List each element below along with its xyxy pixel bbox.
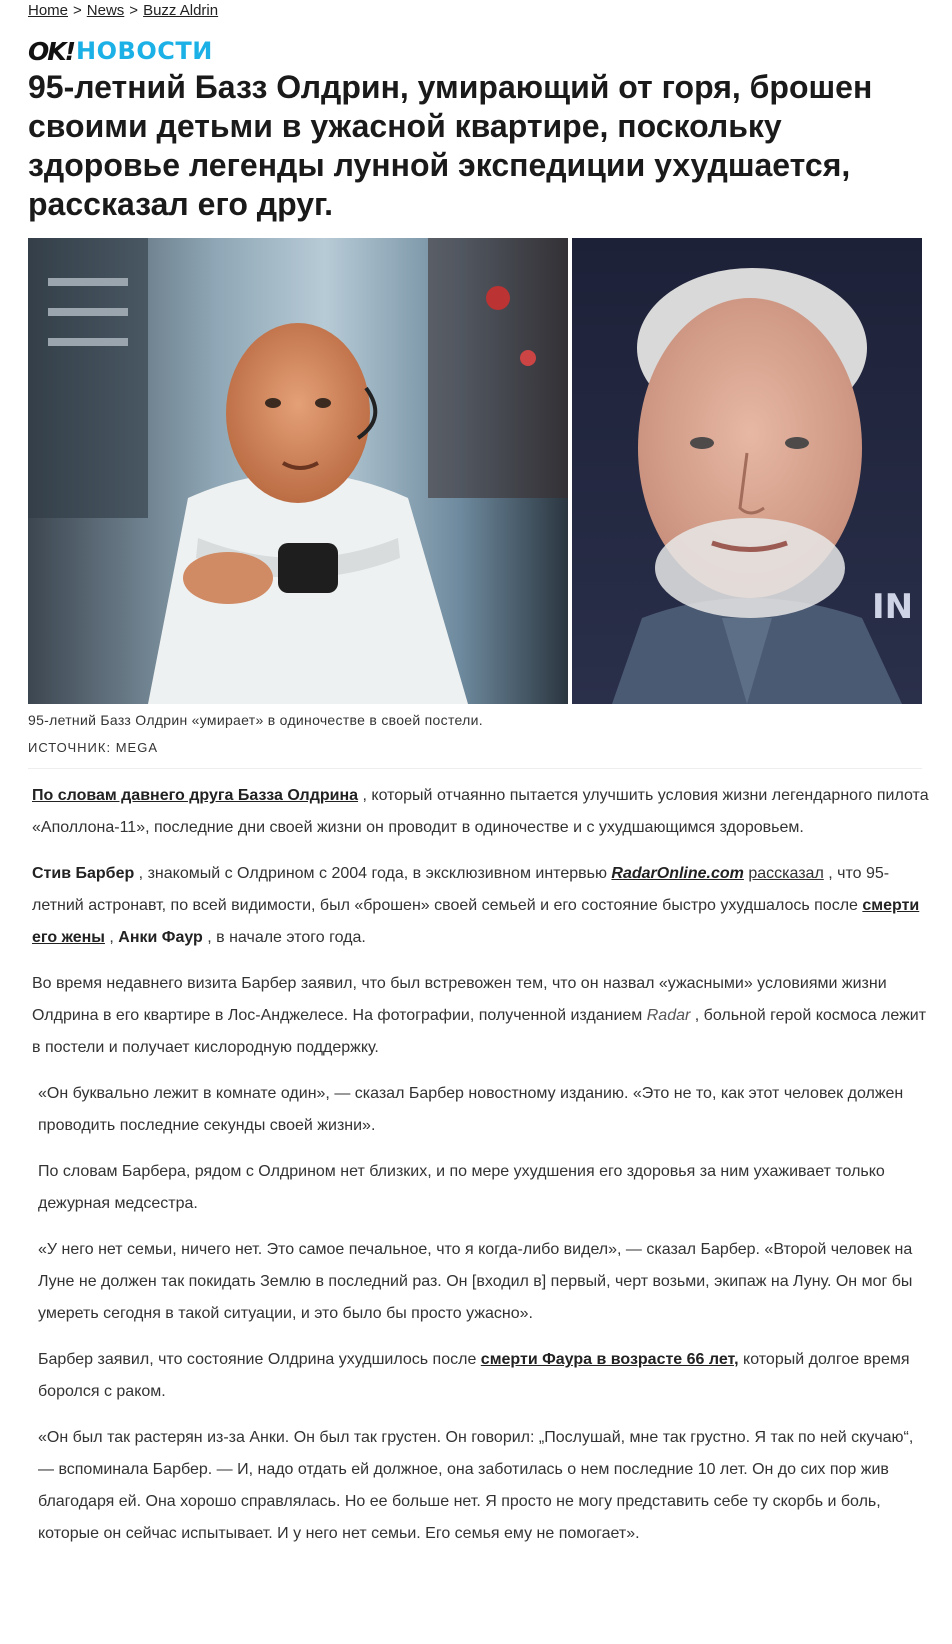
paragraph-text: , знакомый с Олдрином с 2004 года, в эксклюзивном интервью	[134, 865, 612, 882]
inline-link-wife-death[interactable]: смерти его жены	[32, 897, 920, 946]
article-image	[28, 238, 922, 704]
article-paragraph	[32, 780, 932, 844]
image-caption: 95-летний Базз Олдрин «умирает» в одиночестве в своей постели.	[28, 712, 483, 728]
image-credit	[28, 740, 158, 755]
outlet-name: Radar	[646, 1007, 691, 1024]
section-name: НОВОСТИ	[76, 37, 213, 65]
astronaut-photo	[28, 238, 568, 704]
inline-link-said[interactable]: рассказал	[748, 865, 824, 882]
page-title: 95-летний Базз Олдрин, умирающий от горя, брошен своими детьми в ужасной квартире, поскольку здоровье легенды лунной экспедиции ухудшается, рассказал его друг.	[28, 69, 873, 222]
portrait-photo	[572, 238, 922, 704]
article-paragraph: По словам Барбера, рядом с Олдрином нет близких, и по мере ухудшения его здоровья за ним ухаживает только дежурная медсестра.	[38, 1163, 885, 1212]
breadcrumb-separator: >	[73, 2, 82, 19]
image-credit-label: ИСТОЧНИК:	[28, 740, 112, 755]
article-paragraph	[32, 1344, 932, 1408]
article-paragraph: «Он был так растерян из-за Анки. Он был так грустен. Он говорил: „Послушай, мне так грустно. Я так по ней скучаю“, — вспоминала Барбер. — И, надо отдать ей должное, она заботилась о нем последние 10 лет. Он до сих пор жив благодаря ей. Она хорошо справлялась. Но ее больше нет. Я просто не могу представить себе ту скорбь и боль, которые он сейчас испытывает. И у него нет семьи. Его семья ему не помогает».	[38, 1429, 914, 1542]
article-paragraph	[32, 858, 932, 954]
ok-logo: OK!	[28, 36, 75, 66]
inline-link-radaronline[interactable]: RadarOnline.com	[611, 865, 744, 882]
svg-text:IN: IN	[872, 587, 914, 627]
breadcrumb-separator: >	[129, 2, 139, 19]
person-name: Стив Барбер	[32, 865, 135, 882]
breadcrumb-home-link[interactable]: Home	[28, 2, 69, 19]
paragraph-text: Барбер заявил, что состояние Олдрина ухудшилось после	[38, 1351, 481, 1368]
paragraph-text: ,	[104, 929, 119, 946]
article-paragraph: «Он буквально лежит в комнате один», — сказал Барбер новостному изданию. «Это не то, как этот человек должен проводить последние секунды своей жизни».	[38, 1085, 904, 1134]
brand-logo[interactable]	[28, 36, 213, 66]
paragraph-text: Во время недавнего визита Барбер заявил, что был встревожен тем, что он назвал «ужасными» условиями жизни Олдрина в его квартире в Лос-Анджелесе. На фотографии, полученной изданием	[32, 975, 887, 1024]
paragraph-text: который долгое время боролся с раком.	[38, 1351, 910, 1400]
person-name: Анки Фаур	[118, 929, 203, 946]
inline-link-faure-death[interactable]: смерти Фаура в возрасте 66 лет,	[480, 1351, 739, 1368]
inline-link-friend[interactable]: По словам давнего друга Базза Олдрина	[32, 787, 359, 804]
article-body	[32, 780, 932, 1564]
article-paragraph	[32, 968, 932, 1064]
paragraph-text: , больной герой космоса лежит в постели и получает кислородную поддержку.	[32, 1007, 927, 1056]
paragraph-text: , который отчаянно пытается улучшить условия жизни легендарного пилота «Аполлона-11», последние дни своей жизни он проводит в одиночестве и с ухудшающимся здоровьем.	[32, 787, 929, 836]
paragraph-text: , что 95-летний астронавт, по всей видимости, был «брошен» своей семьей и его состояние быстро ухудшалось после	[32, 865, 890, 914]
divider	[28, 768, 922, 769]
article-paragraph: «У него нет семьи, ничего нет. Это самое печальное, что я когда-либо видел», — сказал Барбер. «Второй человек на Луне не должен так покидать Землю в последний раз. Он [входил в] первый, черт возьми, экипаж на Луну. Он мог бы умереть сегодня в такой ситуации, и это было бы просто ужасно».	[38, 1241, 913, 1322]
breadcrumb-current-link[interactable]: Buzz Aldrin	[143, 2, 219, 19]
image-credit-source: MEGA	[115, 740, 158, 755]
breadcrumb	[28, 2, 218, 19]
breadcrumb-news-link[interactable]: News	[86, 2, 125, 19]
paragraph-text: , в начале этого года.	[202, 929, 366, 946]
